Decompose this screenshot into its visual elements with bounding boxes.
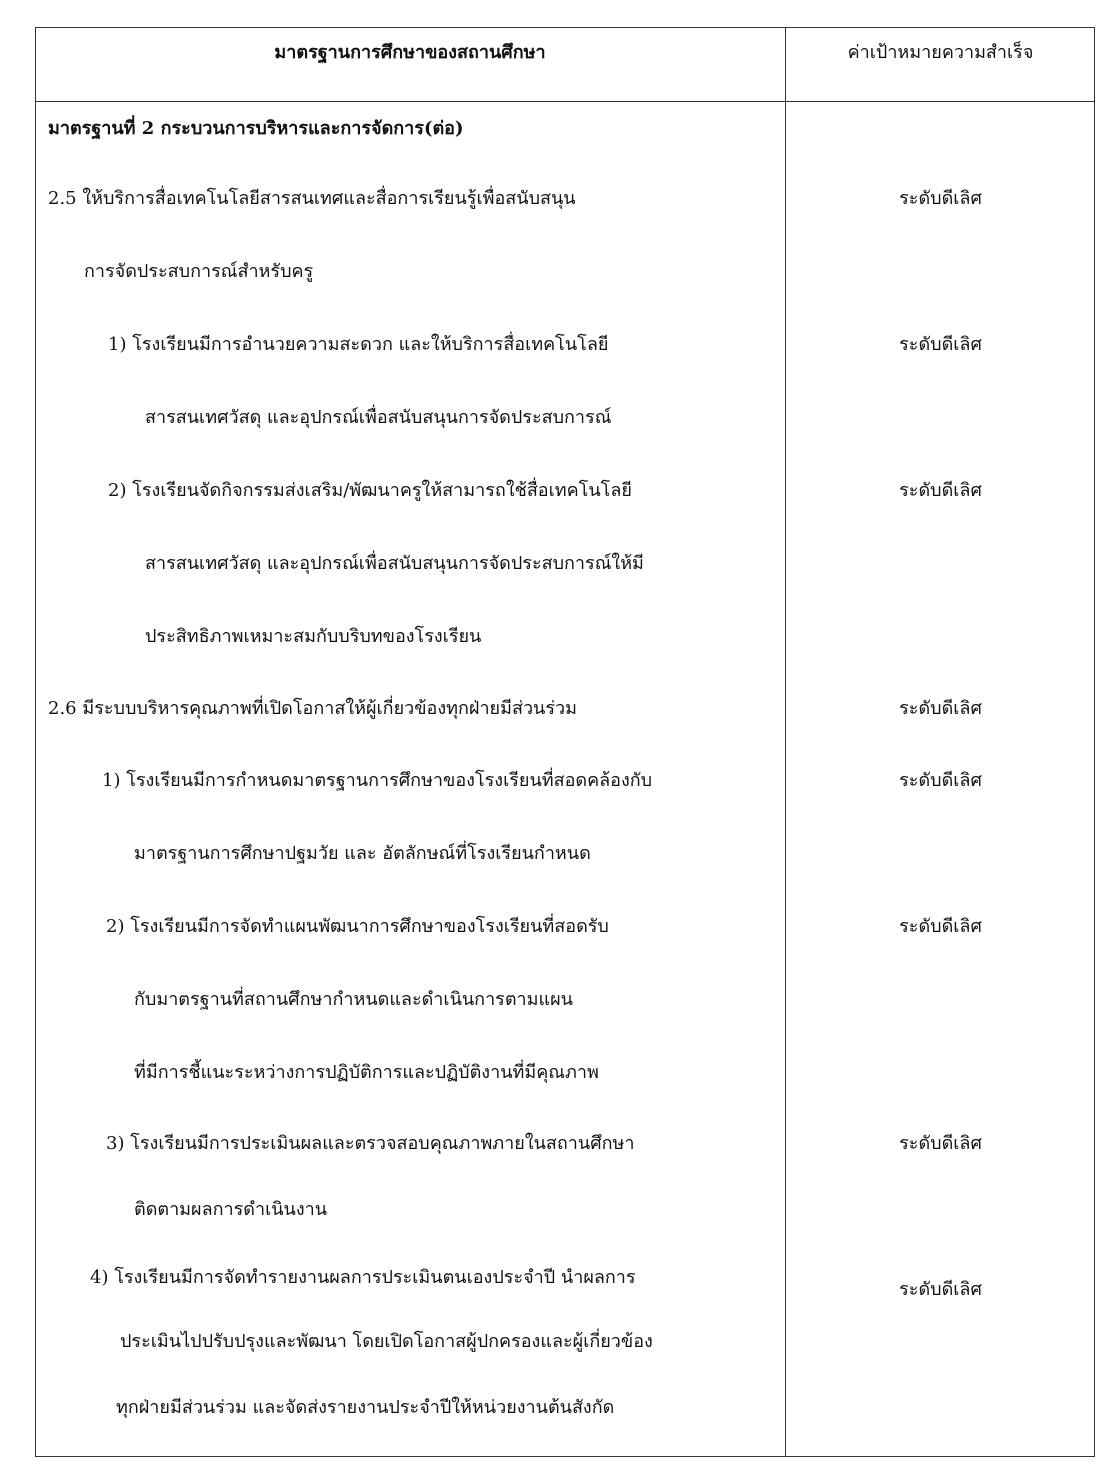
row-text: 2.5 ให้บริการสื่อเทคโนโลยีสารสนเทศและสื่อการเรียนรู้เพื่อสนับสนุน — [48, 188, 576, 209]
row-text: กับมาตรฐานที่สถานศึกษากำหนดและดำเนินการตามแผน — [134, 989, 573, 1010]
row-text: 1) โรงเรียนมีการกำหนดมาตรฐานการศึกษาของโรงเรียนที่สอดคล้องกับ — [102, 770, 653, 791]
row-target: ระดับดีเลิศ — [899, 1279, 982, 1300]
row-text: 4) โรงเรียนมีการจัดทำรายงานผลการประเมินตนเองประจำปี นำผลการ — [90, 1267, 636, 1288]
row-text: ประเมินไปปรับปรุงและพัฒนา โดยเปิดโอกาสผู้ปกครองและผู้เกี่ยวข้อง — [120, 1331, 653, 1352]
row-text: 2) โรงเรียนมีการจัดทำแผนพัฒนาการศึกษาของโรงเรียนที่สอดรับ — [106, 916, 609, 937]
section-title: มาตรฐานที่ 2 กระบวนการบริหารและการจัดการ(ต่อ) — [48, 118, 464, 139]
row-target: ระดับดีเลิศ — [899, 698, 982, 719]
row-text: 2) โรงเรียนจัดกิจกรรมส่งเสริม/พัฒนาครูให้สามารถใช้สื่อเทคโนโลยี — [108, 480, 632, 501]
column-divider — [785, 27, 786, 1457]
row-text: 3) โรงเรียนมีการประเมินผลและตรวจสอบคุณภาพภายในสถานศึกษา — [106, 1133, 635, 1154]
standards-table — [35, 27, 1095, 1457]
row-text: สารสนเทศวัสดุ และอุปกรณ์เพื่อสนับสนุนการจัดประสบการณ์ — [145, 407, 612, 428]
row-text: มาตรฐานการศึกษาปฐมวัย และ อัตลักษณ์ที่โรงเรียนกำหนด — [134, 843, 591, 864]
row-text: 2.6 มีระบบบริหารคุณภาพที่เปิดโอกาสให้ผู้เกี่ยวข้องทุกฝ่ายมีส่วนร่วม — [48, 698, 577, 719]
row-target: ระดับดีเลิศ — [899, 770, 982, 791]
header-divider — [35, 101, 1095, 102]
row-target: ระดับดีเลิศ — [899, 480, 982, 501]
row-target: ระดับดีเลิศ — [899, 334, 982, 355]
row-target: ระดับดีเลิศ — [899, 188, 982, 209]
header-standard: มาตรฐานการศึกษาของสถานศึกษา — [274, 42, 546, 63]
row-text: สารสนเทศวัสดุ และอุปกรณ์เพื่อสนับสนุนการจัดประสบการณ์ให้มี — [145, 553, 644, 574]
row-text: ทุกฝ่ายมีส่วนร่วม และจัดส่งรายงานประจำปีให้หน่วยงานต้นสังกัด — [116, 1397, 615, 1418]
header-target: ค่าเป้าหมายความสำเร็จ — [847, 42, 1034, 63]
row-text: การจัดประสบการณ์สำหรับครู — [84, 261, 314, 282]
row-text: ติดตามผลการดำเนินงาน — [134, 1199, 328, 1220]
row-target: ระดับดีเลิศ — [899, 1133, 982, 1154]
row-target: ระดับดีเลิศ — [899, 916, 982, 937]
row-text: ที่มีการชี้แนะระหว่างการปฏิบัติการและปฏิบัติงานที่มีคุณภาพ — [134, 1062, 599, 1083]
row-text: ประสิทธิภาพเหมาะสมกับบริบทของโรงเรียน — [145, 626, 482, 647]
row-text: 1) โรงเรียนมีการอำนวยความสะดวก และให้บริการสื่อเทคโนโลยี — [108, 334, 609, 355]
